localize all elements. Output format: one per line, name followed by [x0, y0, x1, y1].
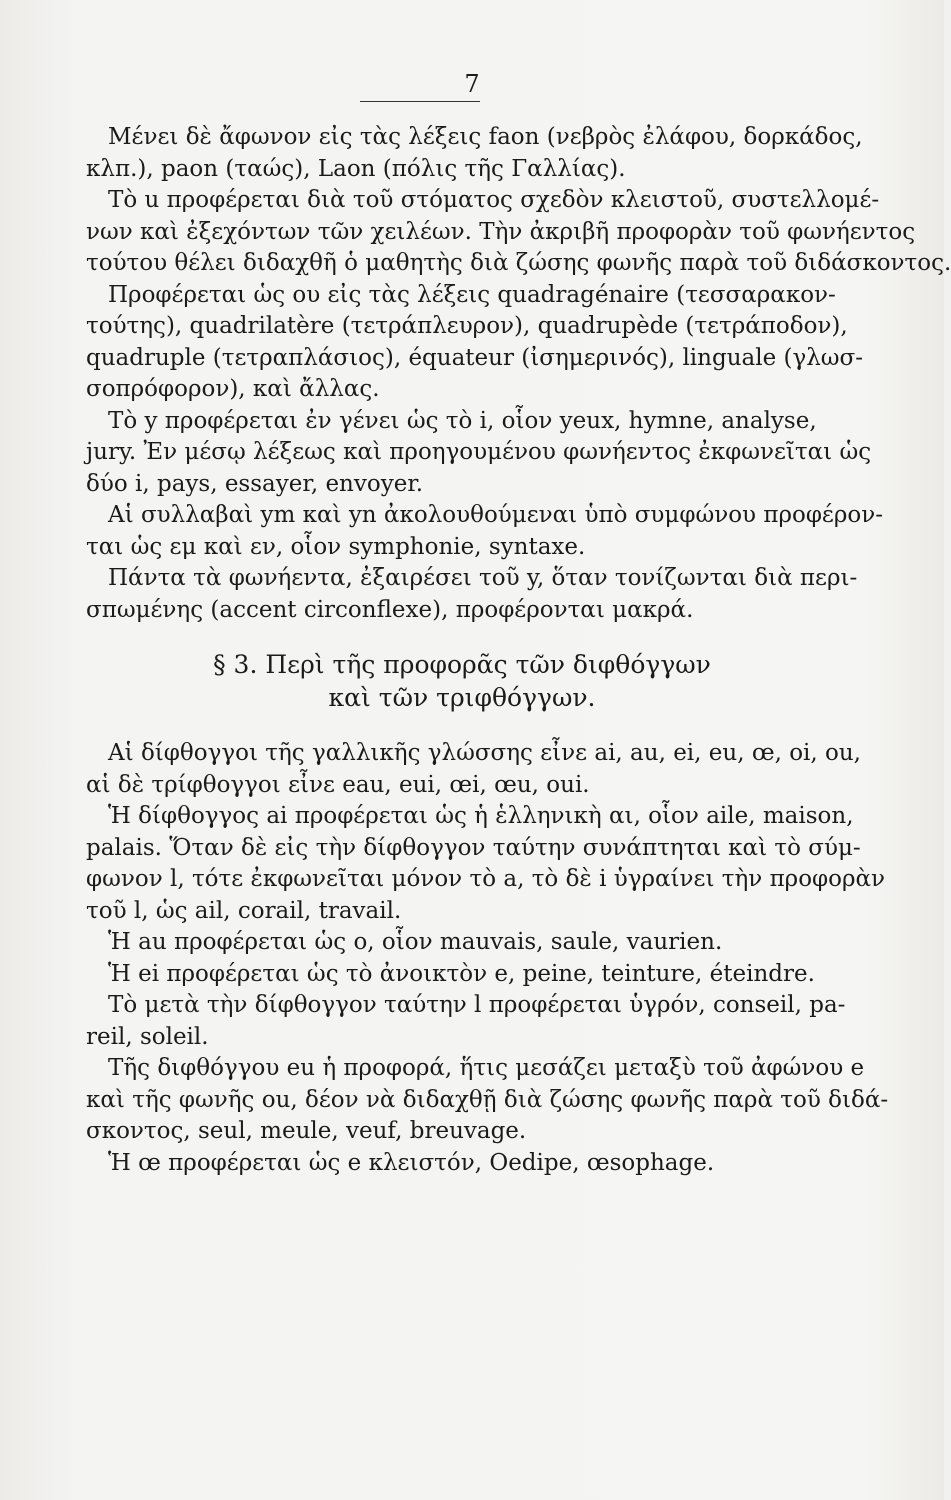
text-line: Ἡ œ προφέρεται ὡς e κλειστόν, Oedipe, œsophage. — [108, 1149, 715, 1176]
section-heading-continued: καὶ τῶν τριφθόγγων. — [328, 683, 596, 712]
text-line: ται ὡς εμ καὶ εν, οἷον symphonie, syntaxe. — [86, 533, 586, 560]
text-line: τούτης), quadrilatère (τετράπλευρον), quadrupède (τετράποδον), — [86, 313, 848, 339]
text-line: Ἡ δίφθογγος ai προφέρεται ὡς ἡ ἑλληνικὴ αι, οἷον aile, maison, — [108, 803, 854, 829]
text-line: Ἡ ei προφέρεται ὡς τὸ ἀνοικτὸν e, peine, teinture, éteindre. — [108, 960, 815, 987]
text-line: Αἱ δίφθογγοι τῆς γαλλικῆς γλώσσης εἶνε ai, au, ei, eu, œ, oi, ou, — [108, 740, 861, 766]
text-line: Αἱ συλλαβαὶ ym καὶ yn ἀκολουθούμεναι ὑπὸ συμφώνου προφέρον- — [108, 502, 883, 528]
page-body — [86, 122, 951, 1179]
text-line: Πάντα τὰ φωνήεντα, ἐξαιρέσει τοῦ y, ὅταν τονίζωνται διὰ περι- — [108, 565, 858, 591]
text-line: τοῦ l, ὡς ail, corail, travail. — [86, 897, 402, 924]
text-line: Τὸ μετὰ τὴν δίφθογγον ταύτην l προφέρεται ὑγρόν, conseil, pa- — [108, 992, 846, 1018]
section-heading: § 3. Περὶ τῆς προφορᾶς τῶν διφθόγγων — [213, 650, 711, 679]
text-line: palais. Ὅταν δὲ εἰς τὴν δίφθογγον ταύτην συνάπτηται καὶ τὸ σύμ- — [86, 834, 861, 861]
page-number: 7 — [464, 70, 480, 98]
text-line: φωνον l, τότε ἐκφωνεῖται μόνον τὸ a, τὸ δὲ i ὑγραίνει τὴν προφορὰν — [86, 866, 886, 892]
text-line: reil, soleil. — [86, 1023, 209, 1050]
text-line: Ἡ au προφέρεται ὡς ο, οἷον mauvais, saule, vaurien. — [108, 929, 723, 955]
text-line: τούτου θέλει διδαχθῆ ὁ μαθητὴς διὰ ζώσης φωνῆς παρὰ τοῦ διδάσκοντος. — [86, 250, 951, 276]
text-line: σοπρόφορον), καὶ ἄλλας. — [86, 376, 380, 402]
text-line: jury. Ἐν μέσῳ λέξεως καὶ προηγουμένου φωνήεντος ἐκφωνεῖται ὡς — [86, 439, 872, 465]
text-line: Τῆς διφθόγγου eu ἡ προφορά, ἥτις μεσάζει μεταξὺ τοῦ ἀφώνου e — [108, 1055, 865, 1081]
text-line: δύο i, pays, essayer, envoyer. — [86, 470, 424, 497]
text-line: σκοντος, seul, meule, veuf, breuvage. — [86, 1118, 527, 1144]
text-line: quadruple (τετραπλάσιος), équateur (ἰσημερινός), linguale (γλωσ- — [86, 344, 864, 371]
header-rule — [360, 101, 480, 102]
text-line: σπωμένης (accent circonflexe), προφέρονται μακρά. — [86, 596, 694, 623]
text-line: Τὸ y προφέρεται ἐν γένει ὡς τὸ i, οἷον yeux, hymne, analyse, — [108, 407, 817, 434]
text-line: Μένει δὲ ἄφωνον εἰς τὰς λέξεις faon (νεβρὸς ἐλάφου, δορκάδος, — [108, 124, 863, 150]
text-line: Προφέρεται ὡς ου εἰς τὰς λέξεις quadragénaire (τεσσαρακον- — [108, 281, 836, 308]
text-line: Τὸ u προφέρεται διὰ τοῦ στόματος σχεδὸν κλειστοῦ, συστελλομέ- — [108, 187, 880, 213]
text-line: αἱ δὲ τρίφθογγοι εἶνε eau, eui, œi, œu, oui. — [86, 771, 590, 798]
text-line: κλπ.), paon (ταώς), Laon (πόλις τῆς Γαλλίας). — [86, 155, 626, 182]
text-line: νων καὶ ἐξεχόντων τῶν χειλέων. Τὴν ἀκριβῆ προφορὰν τοῦ φωνήεντος — [86, 218, 916, 245]
text-line: καὶ τῆς φωνῆς ou, δέον νὰ διδαχθῇ διὰ ζώσης φωνῆς παρὰ τοῦ διδά- — [86, 1086, 889, 1113]
